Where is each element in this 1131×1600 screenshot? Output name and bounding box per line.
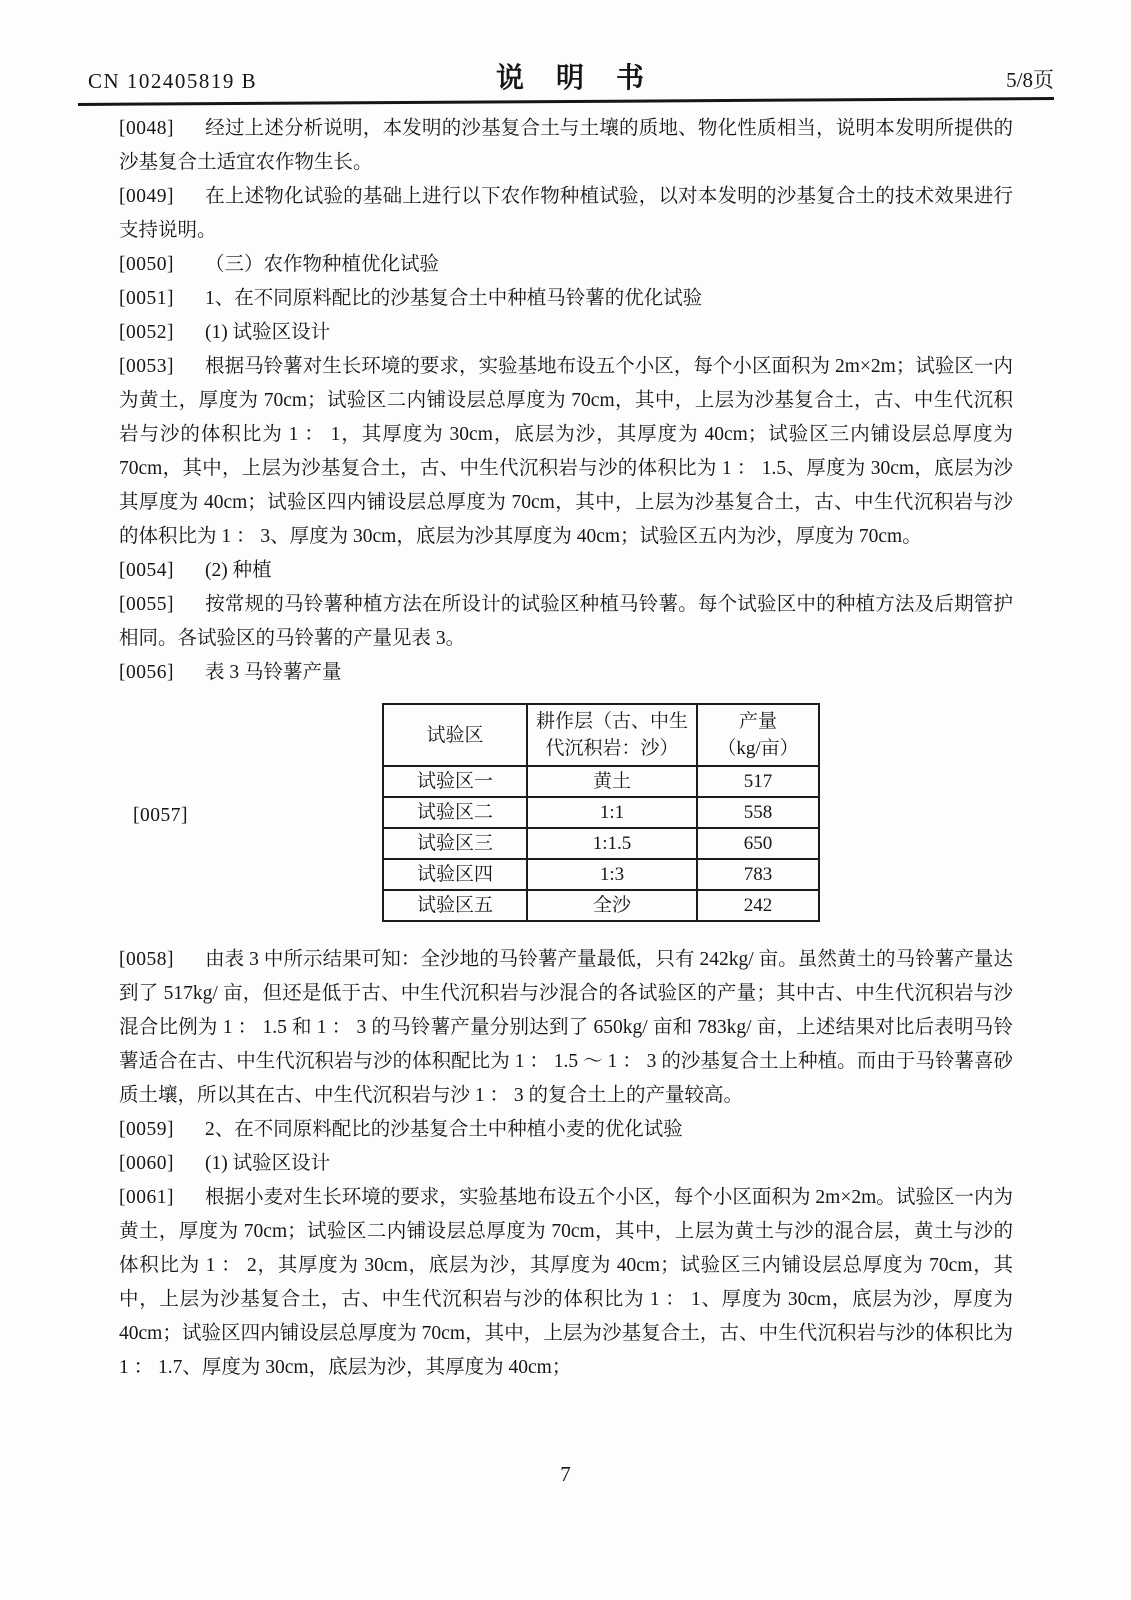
paragraph-0049: [119, 180, 1013, 248]
table-3-block: [119, 703, 1013, 921]
paragraph-0058: [119, 943, 1013, 1113]
paragraph-text: 根据马铃薯对生长环境的要求，实验基地布设五个小区，每个小区面积为 2m×2m；试验区一内为黄土，厚度为 70cm；试验区二内铺设层总厚度为 70cm，其中，上层为沙基复合土，古、中生代沉积岩与沙的体积比为 1 ： 1，其厚度为 30cm，底层为沙，其厚度为 40cm；试验区三内铺设层总厚度为 70cm，其中，上层为沙基复合土，古、中生代沉积岩与沙的体积比为 1 ： 1.5、厚度为 30cm，底层为沙其厚度为 40cm；试验区四内铺设层总厚度为 70cm，其中，上层为沙基复合土，古、中生代沉积岩与沙的体积比为 1 ： 3、厚度为 30cm，底层为沙其厚度为 40cm；试验区五内为沙，厚度为 70cm。: [119, 356, 1013, 547]
column-header-yield: [697, 704, 819, 766]
paragraph-number: [0061]: [119, 1187, 174, 1208]
cell-yield: 558: [697, 797, 819, 828]
cell-yield: 650: [697, 828, 819, 859]
column-header-zone: [383, 704, 527, 766]
paragraph-0060: [119, 1147, 1013, 1181]
paragraph-0048: [119, 112, 1013, 180]
paragraph-0053: [119, 350, 1013, 554]
paragraph-text: 按常规的马铃薯种植方法在所设计的试验区种植马铃薯。每个试验区中的种植方法及后期管护相同。各试验区的马铃薯的产量见表 3。: [119, 594, 1013, 649]
column-header-text: 产量: [738, 711, 777, 732]
paragraph-number: [0049]: [119, 186, 174, 207]
cell-yield: 783: [697, 859, 819, 890]
paragraph-number: [0048]: [119, 118, 174, 139]
cell-yield: 242: [697, 890, 819, 921]
cell-yield: 517: [697, 766, 819, 797]
paragraph-number: [0057]: [133, 805, 188, 826]
paragraph-text: 根据小麦对生长环境的要求，实验基地布设五个小区，每个小区面积为 2m×2m。试验区一内为黄土，厚度为 70cm；试验区二内铺设层总厚度为 70cm，其中，上层为黄土与沙的混合层，黄土与沙的体积比为 1 ： 2，其厚度为 30cm，底层为沙，其厚度为 40cm；试验区三内铺设层总厚度为 70cm，其中，上层为沙基复合土，古、中生代沉积岩与沙的体积比为 1 ： 1、厚度为 30cm，底层为沙，厚度为 40cm；试验区四内铺设层总厚度为 70cm，其中，上层为沙基复合土，古、中生代沉积岩与沙的体积比为 1 ： 1.7、厚度为 30cm，底层为沙，其厚度为 40cm；: [119, 1187, 1013, 1378]
cell-layer: 1:1: [527, 797, 697, 828]
paragraph-0056-table-title: [119, 656, 1013, 690]
table-row: [383, 797, 819, 828]
paragraph-number: [0056]: [119, 662, 174, 683]
paragraph-0055: [119, 588, 1013, 656]
page-number: 7: [560, 1462, 571, 1486]
paragraph-0061: [119, 1181, 1013, 1385]
paragraph-text: 2、在不同原料配比的沙基复合土中种植小麦的优化试验: [205, 1119, 683, 1140]
cell-layer: 黄土: [527, 766, 697, 797]
header-divider: [78, 97, 1054, 106]
doc-title: 说 明 书: [495, 63, 647, 94]
paragraph-number: [0055]: [119, 594, 174, 615]
page-footer: [0, 1462, 1131, 1487]
paragraph-0051: [119, 282, 1013, 316]
column-header-text: （kg/亩）: [717, 738, 799, 759]
paragraph-0059: [119, 1113, 1013, 1147]
page-header: [88, 58, 1054, 98]
paragraph-number: [0059]: [119, 1119, 174, 1140]
column-header-text: 试验区: [426, 724, 484, 746]
paragraph-text: (2) 种植: [205, 560, 272, 581]
table-header-row: [383, 704, 819, 766]
paragraph-0052: [119, 316, 1013, 350]
table-row: [383, 766, 819, 797]
paragraph-text: 在上述物化试验的基础上进行以下农作物种植试验，以对本发明的沙基复合土的技术效果进行支持说明。: [119, 186, 1013, 241]
cell-layer: 1:1.5: [527, 828, 697, 859]
table-row: [383, 890, 819, 921]
paragraph-0054: [119, 554, 1013, 588]
paragraph-text: (1) 试验区设计: [205, 322, 331, 343]
paragraph-number: [0060]: [119, 1153, 174, 1174]
paragraph-text: (1) 试验区设计: [205, 1153, 331, 1174]
cell-layer: 1:3: [527, 859, 697, 890]
table-row: [383, 859, 819, 890]
column-header-text: 耕作层（古、中生: [535, 711, 688, 732]
paragraph-number: [0053]: [119, 356, 174, 377]
cell-zone: 试验区一: [383, 766, 527, 797]
paragraph-text: （三）农作物种植优化试验: [205, 254, 440, 275]
column-header-layer: [527, 704, 697, 766]
table-row: [383, 828, 819, 859]
column-header-text: 代沉积岩：沙）: [545, 738, 679, 759]
document-body: [119, 112, 1013, 1385]
paragraph-0050: [119, 248, 1013, 282]
paragraph-number: [0058]: [119, 949, 174, 970]
paragraph-number: [0052]: [119, 322, 174, 343]
paragraph-number: [0054]: [119, 560, 174, 581]
table-3-potato-yield: [382, 703, 820, 922]
patent-number: CN 102405819 B: [88, 69, 258, 93]
paragraph-text: 1、在不同原料配比的沙基复合土中种植马铃薯的优化试验: [205, 288, 703, 309]
cell-zone: 试验区二: [383, 797, 527, 828]
cell-zone: 试验区四: [383, 859, 527, 890]
cell-zone: 试验区三: [383, 828, 527, 859]
table-title: 表 3 马铃薯产量: [205, 662, 342, 683]
paragraph-text: 由表 3 中所示结果可知：全沙地的马铃薯产量最低，只有 242kg/ 亩。虽然黄土的马铃薯产量达到了 517kg/ 亩，但还是低于古、中生代沉积岩与沙混合的各试验区的产量；其中古、中生代沉积岩与沙混合比例为 1 ： 1.5 和 1 ： 3 的马铃薯产量分别达到了 650kg/ 亩和 783kg/ 亩，上述结果对比后表明马铃薯适合在古、中生代沉积岩与沙的体积配比为 1 ： 1.5 ～ 1 ： 3 的沙基复合土上种植。而由于马铃薯喜砂质土壤，所以其在古、中生代沉积岩与沙 1 ： 3 的复合土上的产量较高。: [119, 949, 1013, 1106]
page-indicator: 5/8页: [1006, 68, 1054, 92]
paragraph-number: [0051]: [119, 288, 174, 309]
paragraph-text: 经过上述分析说明，本发明的沙基复合土与土壤的质地、物化性质相当，说明本发明所提供的沙基复合土适宜农作物生长。: [119, 118, 1013, 173]
paragraph-number: [0050]: [119, 254, 174, 275]
cell-layer: 全沙: [527, 890, 697, 921]
cell-zone: 试验区五: [383, 890, 527, 921]
